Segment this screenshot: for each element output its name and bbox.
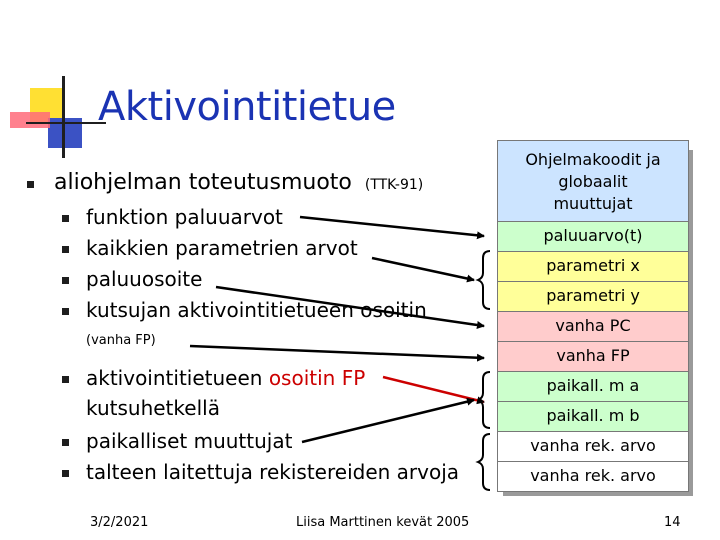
sub-item-frame-pointer-line2: kutsuhetkellä [86,396,220,420]
stack-header-line: globaalit [558,172,628,191]
footer-author: Liisa Marttinen kevät 2005 [296,515,470,530]
footer-date: 3/2/2021 [90,515,149,530]
arrow-old-fp [190,346,484,358]
arrow-return-values [300,217,484,236]
sub-item-frame-pointer: aktivointitietueen osoitin FP [86,366,366,390]
brace-parameters [478,251,490,309]
stack-header-line: Ohjelmakoodit ja [525,150,661,169]
stack-header-line: muuttujat [553,194,633,213]
stack-cell-param-x: parametri x [497,252,689,282]
stack-cell-old-fp: vanha FP [497,342,689,372]
arrow-locals [302,400,474,442]
sub-item-parameters: kaikkien parametrien arvot [86,236,358,260]
sub-item-return-values: funktion paluuarvot [86,205,283,229]
arrow-frame-pointer [383,377,484,402]
stack-cell-local-b: paikall. m b [497,402,689,432]
arrow-return-address [216,287,484,326]
stack-cell-param-y: parametri y [497,282,689,312]
brace-registers [478,434,490,490]
stack-cell-saved-reg-1: vanha rek. arvo [497,432,689,462]
sub-item-saved-registers: talteen laitettuja rekistereiden arvoja [86,460,460,484]
main-bullet-note: (TTK-91) [364,177,424,193]
sub-item-return-address: paluuosoite [86,267,203,291]
page-title: Aktivointitietue [98,84,396,130]
stack-cell-saved-reg-2: vanha rek. arvo [497,462,689,492]
stack-cell-local-a: paikall. m a [497,372,689,402]
vanha-fp-note: (vanha FP) [86,333,156,348]
arrow-parameters [372,258,474,280]
sub-item-locals: paikalliset muuttujat [86,429,293,453]
stack-cell-return-value: paluuarvo(t) [497,222,689,252]
stack-cell-old-pc: vanha PC [497,312,689,342]
sub-item-caller-pointer: kutsujan aktivointitietueen osoitin [86,298,427,322]
footer-page-number: 14 [664,515,681,530]
highlight-text: osoitin FP [268,366,366,390]
main-bullet-text: aliohjelman toteutusmuoto (TTK-91) [54,170,424,195]
